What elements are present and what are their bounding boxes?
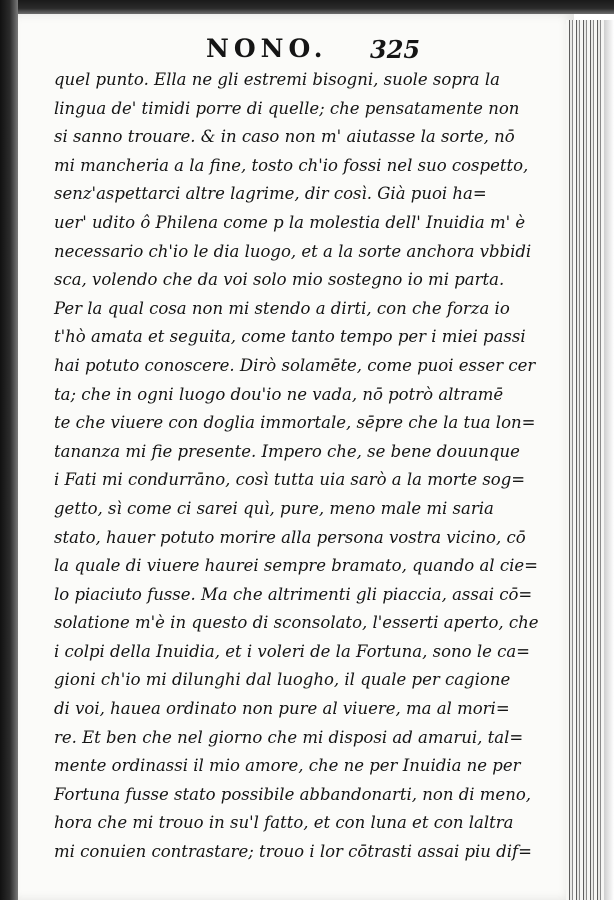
text-line: mi mancheria a la fine, tosto ch'io fossi nel suo cospetto, [54, 155, 529, 175]
binding-shadow [0, 0, 18, 900]
page-stack-edges [566, 20, 614, 900]
text-line: tananza mi fie presente. Impero che, se bene douunque [54, 441, 520, 461]
text-line: t'hò amata et seguita, come tanto tempo per i miei passi [54, 327, 526, 347]
text-line: quel punto. Ella ne gli estremi bisogni, suole sopra la [54, 70, 500, 89]
text-line: sca, volendo che da voi solo mio sostegno io mi parta. [54, 270, 505, 290]
text-line: i Fati mi condurrāno, così tutta uia sarò a la morte sog= [54, 470, 526, 490]
text-line: lingua de' timidi porre di quelle; che pensatamente non [54, 98, 520, 118]
text-line: getto, sì come ci sarei quì, pure, meno male mi saria [54, 498, 494, 518]
text-line: te che viuere con doglia immortale, sēpre che la tua lon= [54, 413, 536, 433]
body-text [54, 66, 539, 867]
scan-top-edge [0, 0, 614, 14]
text-line: gioni ch'io mi dilunghi dal luogho, il quale per cagione [54, 670, 511, 690]
text-line: la quale di viuere haurei sempre bramato, quando al cie= [54, 556, 538, 576]
text-line: re. Et ben che nel giorno che mi disposi ad amarui, tal= [54, 727, 524, 747]
text-line: hora che mi trouo in su'l fatto, et con luna et con laltra [54, 813, 514, 833]
text-line: solatione m'è in questo di sconsolato, l'esserti aperto, che [54, 613, 539, 633]
text-line: i colpi della Inuidia, et i voleri de la Fortuna, sono le ca= [54, 641, 531, 661]
text-line: necessario ch'io le dia luogo, et a la sorte anchora vbbidi [54, 241, 532, 261]
text-line: senz'aspettarci altre lagrime, dir così. Già puoi ha= [54, 184, 487, 204]
text-line: uer' udito ô Philena come p la molestia dell' Inuidia m' è [54, 212, 526, 232]
text-line: lo piaciuto fusse. Ma che altrimenti gli piaccia, assai cō= [54, 584, 533, 604]
text-line: stato, hauer potuto morire alla persona vostra vicino, cō [54, 527, 526, 547]
page-number: 325 [370, 35, 421, 64]
text-line: mente ordinassi il mio amore, che ne per Inuidia ne per [54, 756, 521, 776]
text-line: si sanno trouare. & in caso non m' aiutasse la sorte, nō [54, 127, 515, 147]
text-line: Fortuna fusse stato possibile abbandonarti, non di meno, [54, 784, 531, 804]
page-header [190, 34, 460, 66]
text-line: di voi, hauea ordinato non pure al viuere, ma al mori= [54, 699, 510, 719]
running-head: NONO. [206, 34, 328, 63]
text-line: ta; che in ogni luogo dou'io ne vada, nō potrò altramē [54, 384, 504, 404]
text-line: Per la qual cosa non mi stendo a dirti, con che forza io [54, 298, 510, 318]
text-line: mi conuien contrastare; trouo i lor cōtrasti assai piu dif= [54, 842, 532, 862]
text-line: hai potuto conoscere. Dirò solamēte, come puoi esser cer [54, 355, 536, 375]
